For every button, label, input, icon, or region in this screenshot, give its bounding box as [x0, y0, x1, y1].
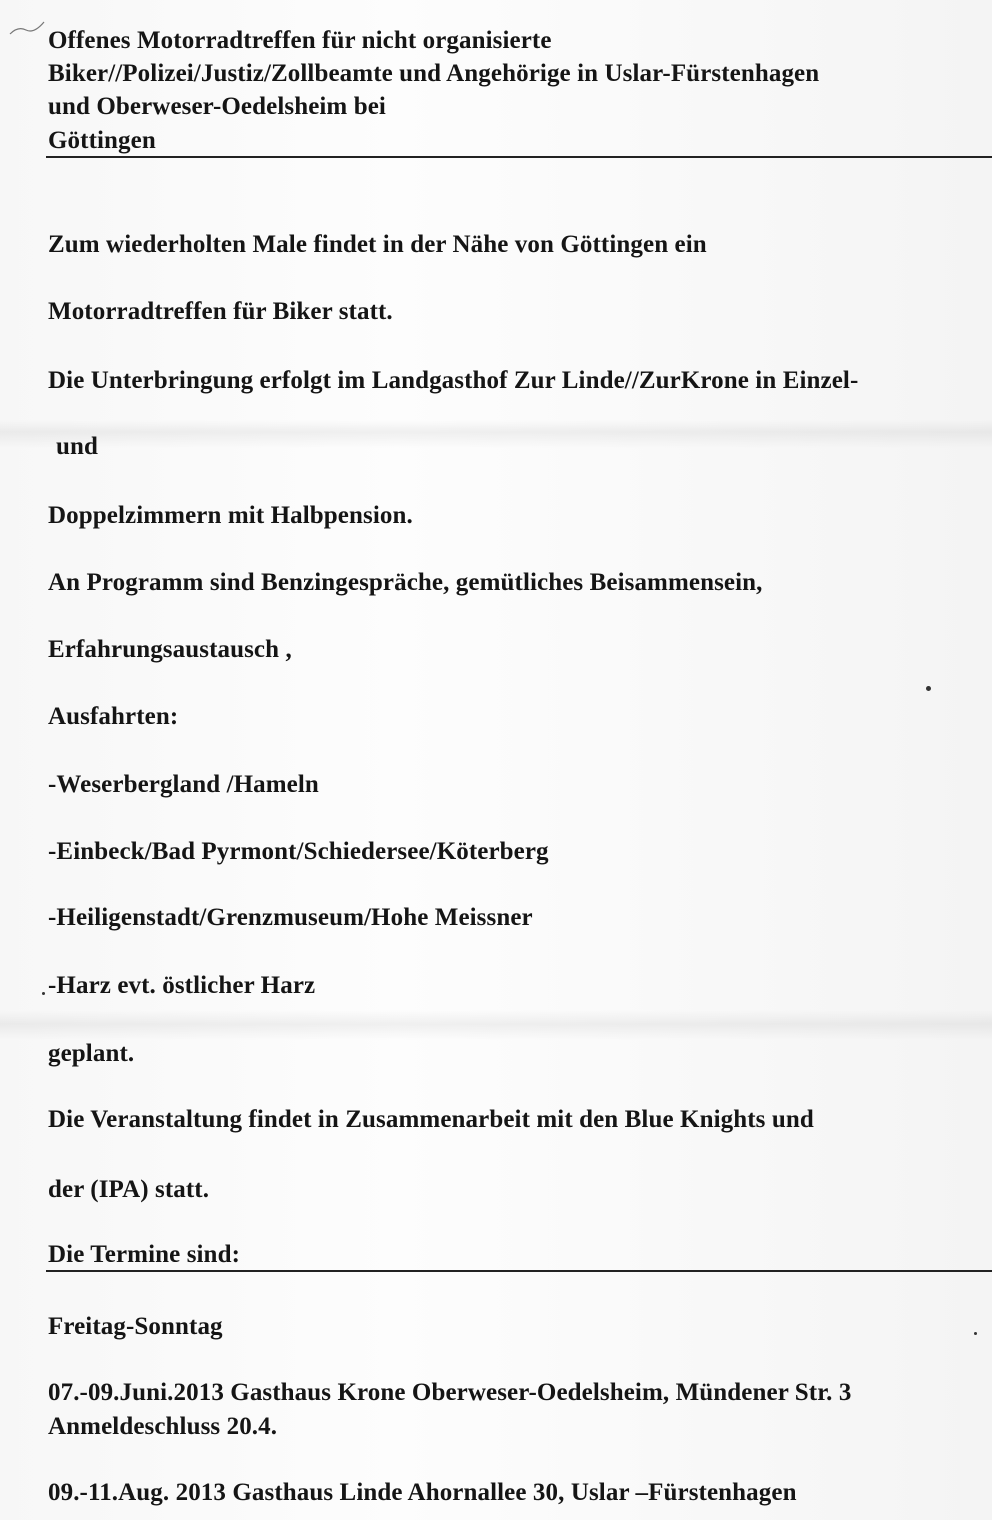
tours-heading: Ausfahrten: — [48, 703, 179, 730]
dates-heading: Die Termine sind: — [48, 1241, 240, 1268]
tour-item: -Einbeck/Bad Pyrmont/Schiedersee/Köterberg — [48, 838, 549, 865]
scan-speck — [974, 1332, 977, 1335]
body-line-10: der (IPA) statt. — [48, 1176, 210, 1203]
body-line-7: Erfahrungsaustausch , — [48, 636, 292, 663]
scan-speck — [42, 992, 45, 995]
event-2: 09.-11.Aug. 2013 Gasthaus Linde Ahornallee 30, Uslar –Fürstenhagen — [48, 1479, 797, 1506]
body-line-3: Die Unterbringung erfolgt im Landgasthof Zur Linde//ZurKrone in Einzel- — [48, 367, 859, 394]
tour-item: -Weserbergland /Hameln — [48, 771, 319, 798]
tour-item: -Harz evt. östlicher Harz — [48, 972, 316, 999]
title-line-3: und Oberweser-Oedelsheim bei — [48, 93, 386, 120]
title-line-1: Offenes Motorradtreffen für nicht organisierte — [48, 27, 552, 54]
body-line-9: Die Veranstaltung findet in Zusammenarbeit mit den Blue Knights und — [48, 1106, 814, 1133]
body-line-2: Motorradtreffen für Biker statt. — [48, 298, 393, 325]
pen-mark — [8, 18, 48, 38]
days-label: Freitag-Sonntag — [48, 1313, 223, 1340]
tour-item: -Heiligenstadt/Grenzmuseum/Hohe Meissner — [48, 904, 533, 931]
body-line-1: Zum wiederholten Male findet in der Nähe von Göttingen ein — [48, 231, 707, 258]
scan-speck — [926, 686, 931, 691]
body-line-5: Doppelzimmern mit Halbpension. — [48, 502, 413, 529]
body-line-8: geplant. — [48, 1040, 135, 1067]
title-line-4: Göttingen — [48, 127, 156, 154]
dates-divider — [46, 1270, 992, 1272]
body-line-4: und — [56, 433, 99, 460]
body-line-6: An Programm sind Benzingespräche, gemütliches Beisammensein, — [48, 569, 763, 596]
header-divider — [46, 156, 992, 158]
title-line-2: Biker//Polizei/Justiz/Zollbeamte und Angehörige in Uslar-Fürstenhagen — [48, 60, 820, 87]
event-1: 07.-09.Juni.2013 Gasthaus Krone Oberweser-Oedelsheim, Mündener Str. 3 — [48, 1379, 852, 1406]
event-1-deadline: Anmeldeschluss 20.4. — [48, 1413, 278, 1440]
